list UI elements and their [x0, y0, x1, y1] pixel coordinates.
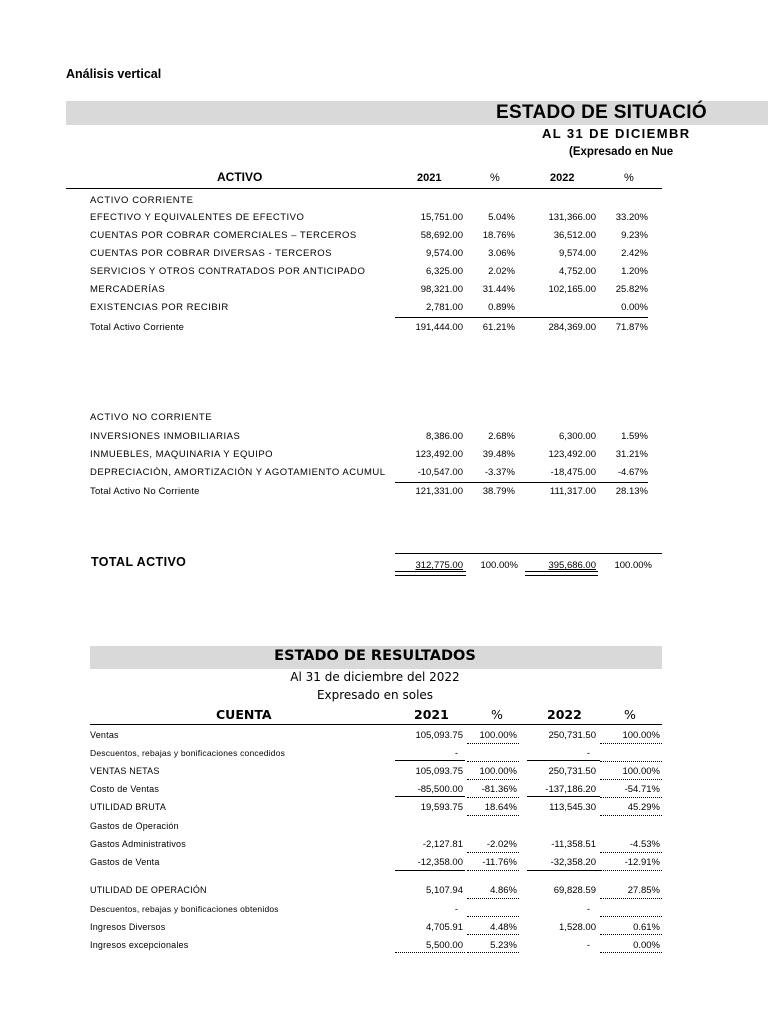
dotted-rule: [600, 852, 662, 853]
value-2022: 250,731.50: [548, 766, 596, 777]
income-currency: Expresado en soles: [316, 688, 434, 702]
value-2021: 4,705.91: [426, 922, 463, 933]
row-label: Total Activo No Corriente: [90, 486, 200, 497]
value-2022: -11,358.51: [551, 839, 596, 850]
income-header-2022: 2022: [547, 707, 582, 722]
row-label: Total Activo Corriente: [90, 322, 185, 333]
rule: [527, 870, 600, 871]
value-2021: 121,331.00: [415, 486, 463, 497]
value-2021: 5,107.94: [426, 885, 463, 896]
income-header-pct-2021: %: [491, 707, 503, 722]
row-label: Ventas: [90, 730, 119, 740]
row-label: UTILIDAD BRUTA: [90, 802, 167, 812]
current-assets-heading: ACTIVO CORRIENTE: [90, 195, 194, 206]
dotted-rule: [467, 761, 519, 762]
pct-2022: 100.00%: [614, 560, 652, 571]
pct-2022: 28.13%: [615, 486, 648, 497]
table-row: [0, 230, 768, 248]
table-row: [0, 940, 768, 958]
value-2021: -85,500.00: [417, 784, 463, 795]
pct-2022: -54.71%: [624, 784, 660, 795]
balance-header-pct-2022: %: [624, 172, 634, 184]
pct-2022: 1.20%: [621, 266, 648, 277]
value-2022: 36,512.00: [553, 230, 596, 241]
table-row: [0, 248, 768, 266]
pct-2021: 100.00%: [479, 766, 517, 777]
row-label: EFECTIVO Y EQUIVALENTES DE EFECTIVO: [90, 212, 305, 223]
total-rule: [395, 553, 662, 554]
table-row: [0, 821, 768, 839]
pct-2022: 27.85%: [627, 885, 660, 896]
value-2022: -137,186.20: [545, 784, 596, 795]
row-label: Gastos de Venta: [90, 857, 160, 867]
pct-2021: 5.23%: [490, 940, 517, 951]
table-row: [0, 449, 768, 467]
row-label: Gastos de Operación: [90, 821, 179, 831]
value-2021: 105,093.75: [415, 766, 463, 777]
balance-currency: (Expresado en Nue: [569, 146, 674, 158]
value-2021: 105,093.75: [415, 730, 463, 741]
dotted-rule: [467, 916, 519, 917]
pct-2022: -12.91%: [624, 857, 660, 868]
table-row: [0, 839, 768, 857]
value-2021: 191,444.00: [415, 322, 463, 333]
row-label: INMUEBLES, MAQUINARIA Y EQUIPO: [90, 449, 274, 460]
income-header-pct-2022: %: [624, 707, 636, 722]
pct-2022: 100.00%: [622, 730, 660, 741]
row-label: Descuentos, rebajas y bonificaciones concedidos: [90, 748, 286, 758]
pct-2021: 2.68%: [488, 431, 515, 442]
row-label: Descuentos, rebajas y bonificaciones obtenidos: [90, 904, 279, 914]
row-label: Ingresos Diversos: [90, 922, 166, 932]
pct-2021: 61.21%: [482, 322, 515, 333]
pct-2021: 100.00%: [480, 560, 518, 571]
dotted-rule: [600, 815, 662, 816]
balance-header-pct-2021: %: [490, 172, 500, 184]
pct-2022: 9.23%: [621, 230, 648, 241]
rule: [395, 760, 465, 761]
dotted-rule: [600, 952, 662, 953]
dotted-rule: [467, 898, 519, 899]
value-2021: 58,692.00: [420, 230, 463, 241]
value-2021: 312,775.00: [415, 560, 463, 571]
dotted-rule: [600, 779, 662, 780]
pct-2022: 2.42%: [621, 248, 648, 259]
value-2022: 6,300.00: [559, 431, 596, 442]
page-title: Análisis vertical: [66, 67, 162, 81]
table-row: [0, 885, 768, 903]
row-label: SERVICIOS Y OTROS CONTRATADOS POR ANTICIPADO: [90, 266, 366, 277]
pct-2022: 33.20%: [615, 212, 648, 223]
income-header-2021: 2021: [414, 707, 449, 722]
pct-2021: 0.89%: [488, 302, 515, 313]
value-2022: -: [586, 748, 590, 759]
value-2022: 123,492.00: [548, 449, 596, 460]
value-2021: 8,386.00: [426, 431, 463, 442]
value-2021: 9,574.00: [426, 248, 463, 259]
value-2021: 5,500.00: [426, 940, 463, 951]
value-2021: 98,321.00: [420, 284, 463, 295]
value-2022: 9,574.00: [559, 248, 596, 259]
total-assets-row: [0, 560, 768, 578]
table-row: [0, 904, 768, 922]
noncurrent-assets-total-row: [0, 486, 768, 504]
table-row: [0, 857, 768, 875]
pct-2021: 100.00%: [479, 730, 517, 741]
table-row: [0, 730, 768, 748]
pct-2021: 39.48%: [482, 449, 515, 460]
row-label: MERCADERÍAS: [90, 284, 166, 295]
value-2021: 2,781.00: [426, 302, 463, 313]
rule: [527, 760, 600, 761]
table-row: [0, 266, 768, 284]
pct-2022: 100.00%: [622, 766, 660, 777]
value-2022: 395,686.00: [548, 560, 596, 571]
value-2022: 284,369.00: [548, 322, 596, 333]
pct-2021: -11.76%: [482, 857, 517, 868]
row-label: CUENTAS POR COBRAR DIVERSAS - TERCEROS: [90, 248, 332, 259]
current-assets-total-row: [0, 322, 768, 340]
dotted-rule: [467, 852, 519, 853]
value-2022: -18,475.00: [550, 467, 596, 478]
row-label: CUENTAS POR COBRAR COMERCIALES – TERCEROS: [90, 230, 357, 241]
value-2022: 1,528.00: [559, 922, 596, 933]
noncurrent-assets-heading: ACTIVO NO CORRIENTE: [90, 412, 213, 423]
value-2021: 6,325.00: [426, 266, 463, 277]
row-label: Gastos Administrativos: [90, 839, 186, 849]
value-2021: 19,593.75: [420, 802, 463, 813]
table-row: [0, 212, 768, 230]
dotted-rule: [600, 797, 662, 798]
value-2021: 123,492.00: [415, 449, 463, 460]
noncurrent-subtotal-rule: [395, 482, 648, 483]
total-assets-label: TOTAL ACTIVO: [91, 555, 187, 569]
table-row: [0, 302, 768, 320]
income-title: ESTADO DE RESULTADOS: [274, 648, 476, 664]
balance-header-2021: 2021: [417, 172, 442, 184]
balance-header-2022: 2022: [550, 172, 575, 184]
row-label: DEPRECIACIÓN, AMORTIZACIÓN Y AGOTAMIENTO ACUMUL: [90, 467, 386, 478]
value-2022: 69,828.59: [553, 885, 596, 896]
row-label: Costo de Ventas: [90, 784, 160, 794]
income-date: Al 31 de diciembre del 2022: [290, 670, 460, 684]
value-2021: -10,547.00: [417, 467, 463, 478]
pct-2022: 71.87%: [615, 322, 648, 333]
dotted-rule: [467, 870, 519, 871]
pct-2021: 4.86%: [490, 885, 517, 896]
dotted-rule: [467, 779, 519, 780]
value-2021: -: [454, 904, 458, 915]
value-2022: -: [586, 904, 590, 915]
row-label: VENTAS NETAS: [90, 766, 160, 776]
dotted-rule: [600, 898, 662, 899]
rule: [527, 796, 600, 797]
table-row: [0, 467, 768, 485]
dotted-rule: [467, 797, 519, 798]
total-2021-double-rule: [395, 571, 466, 576]
table-row: [0, 766, 768, 784]
pct-2022: 0.00%: [621, 302, 648, 313]
value-2022: 113,545.30: [549, 802, 596, 813]
value-2022: -: [586, 940, 590, 951]
row-label: UTILIDAD DE OPERACIÓN: [90, 885, 207, 895]
value-2021: -: [454, 748, 458, 759]
pct-2021: 31.44%: [482, 284, 515, 295]
dotted-rule: [600, 934, 662, 935]
table-row: [0, 284, 768, 302]
table-row: [0, 922, 768, 940]
pct-2022: 45.29%: [627, 802, 660, 813]
value-2021: 15,751.00: [420, 212, 463, 223]
pct-2021: -3.37%: [484, 467, 515, 478]
pct-2022: 25.82%: [615, 284, 648, 295]
dotted-rule: [395, 952, 465, 953]
value-2021: -2,127.81: [422, 839, 463, 850]
pct-2022: 1.59%: [621, 431, 648, 442]
dotted-rule: [467, 934, 519, 935]
dotted-rule: [467, 815, 519, 816]
value-2022: 111,317.00: [549, 486, 596, 497]
value-2022: 4,752.00: [559, 266, 596, 277]
pct-2022: 0.00%: [633, 940, 660, 951]
pct-2021: 5.04%: [488, 212, 515, 223]
table-row: [0, 748, 768, 766]
value-2022: 102,165.00: [548, 284, 596, 295]
balance-header-rule: [66, 188, 662, 189]
pct-2022: 0.61%: [633, 922, 660, 933]
value-2022: -32,358.20: [550, 857, 596, 868]
dotted-rule: [600, 761, 662, 762]
row-label: EXISTENCIAS POR RECIBIR: [90, 302, 229, 313]
pct-2021: 3.06%: [488, 248, 515, 259]
pct-2022: 31.21%: [615, 449, 648, 460]
dotted-rule: [467, 743, 519, 744]
income-header-rule: [90, 724, 662, 725]
row-label: INVERSIONES INMOBILIARIAS: [90, 431, 241, 442]
dotted-rule: [600, 916, 662, 917]
pct-2021: 38.79%: [482, 486, 515, 497]
row-label: Ingresos excepcionales: [90, 940, 189, 950]
dotted-rule: [600, 870, 662, 871]
table-row: [0, 784, 768, 802]
table-row: [0, 431, 768, 449]
pct-2021: -81.36%: [481, 784, 517, 795]
pct-2021: 18.64%: [484, 802, 517, 813]
pct-2021: -2.02%: [486, 839, 517, 850]
pct-2022: -4.67%: [617, 467, 648, 478]
current-subtotal-rule: [395, 317, 648, 318]
value-2022: 131,366.00: [548, 212, 596, 223]
balance-title: ESTADO DE SITUACIÓ: [496, 102, 707, 123]
balance-date: AL 31 DE DICIEMBR: [542, 126, 691, 141]
dotted-rule: [467, 952, 519, 953]
pct-2021: 2.02%: [488, 266, 515, 277]
table-row: [0, 802, 768, 820]
total-2022-double-rule: [525, 571, 598, 576]
pct-2021: 18.76%: [482, 230, 515, 241]
balance-header-account: ACTIVO: [217, 170, 263, 184]
pct-2022: -4.53%: [629, 839, 660, 850]
value-2022: 250,731.50: [548, 730, 596, 741]
rule: [395, 796, 465, 797]
dotted-rule: [600, 743, 662, 744]
income-header-account: CUENTA: [216, 707, 272, 722]
pct-2021: 4.48%: [490, 922, 517, 933]
value-2021: -12,358.00: [417, 857, 463, 868]
rule: [395, 870, 465, 871]
